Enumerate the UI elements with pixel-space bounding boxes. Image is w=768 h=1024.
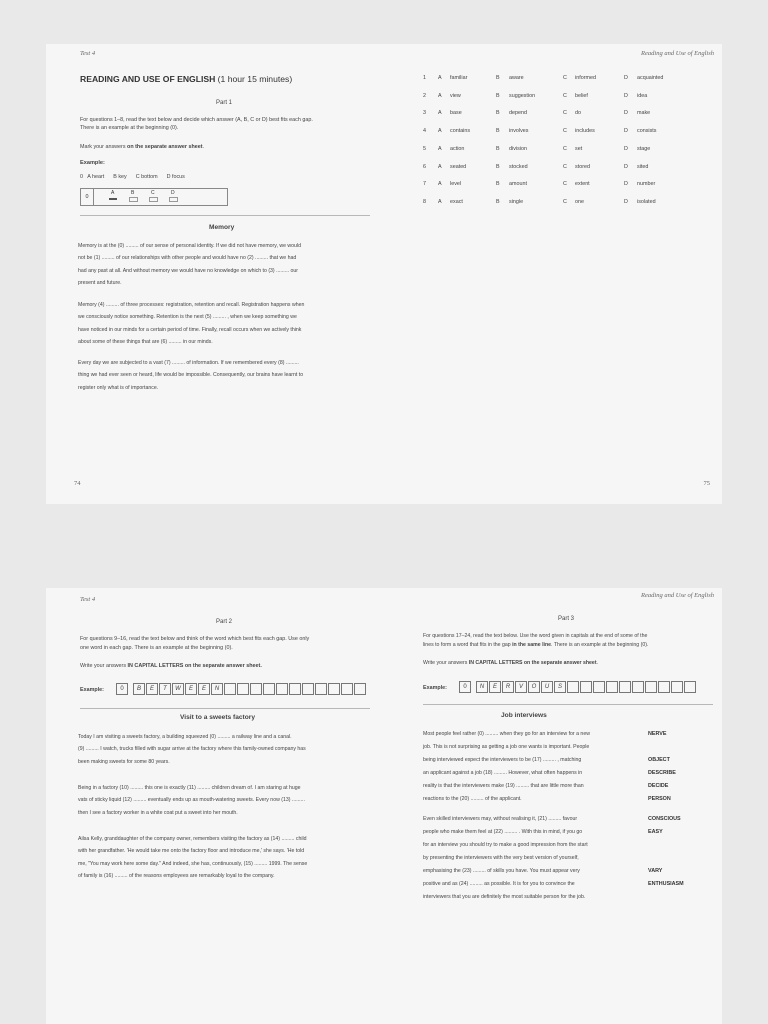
letter-box: R	[502, 681, 514, 693]
stem-word: VARY	[648, 868, 663, 874]
instructions-line-2: There is an example at the beginning (0).	[80, 125, 179, 131]
section-title	[80, 74, 292, 84]
option-letter-c: C	[563, 110, 567, 116]
option-a: seated	[450, 164, 467, 170]
stem-word: DECIDE	[648, 783, 669, 789]
answer-mark-c	[149, 197, 158, 202]
page-77	[403, 588, 722, 1024]
text-line: Ailsa Kelly, granddaughter of the company owner, remembers visiting the factory as (14) ......... child	[78, 836, 307, 842]
option-letter-a: A	[438, 199, 442, 205]
option-d: acquainted	[637, 75, 664, 81]
write-answers-text: Write your answers	[423, 660, 469, 666]
option-c: one	[575, 199, 584, 205]
text-line: me, "You may work here some day." And indeed, she has, continuously, (15) ......... 1999. The sense	[78, 860, 308, 867]
option-c: extent	[575, 181, 590, 187]
text-line: Every day we are subjected to a vast (7) ......... of information. If we remembered every (8) .........	[78, 360, 299, 366]
part-heading: Part 2	[216, 619, 233, 625]
letter-box	[671, 681, 683, 693]
write-answers-bold: IN CAPITAL LETTERS on the separate answer sheet	[468, 660, 597, 666]
letter-box: W	[172, 683, 184, 695]
question-number: 3	[423, 110, 426, 116]
option-c: informed	[575, 75, 596, 81]
mark-answers-bold: on the separate answer sheet	[127, 144, 203, 150]
letter-box: O	[528, 681, 540, 693]
letter-box	[658, 681, 670, 693]
letter-box: E	[185, 683, 197, 695]
option-letter-b: B	[496, 199, 500, 205]
option-letter-d: D	[624, 110, 628, 116]
text-line: of family is (16) ......... of the reasons employees are remarkably loyal to the company.	[78, 872, 275, 879]
question-number: 7	[423, 181, 426, 187]
example-number-box: 0	[116, 683, 128, 695]
letter-box: E	[198, 683, 210, 695]
letter-box	[224, 683, 236, 695]
example-label: Example:	[423, 685, 447, 691]
option-a: contains	[450, 128, 471, 134]
option-a: action	[450, 146, 465, 152]
letter-box	[341, 683, 353, 695]
option-letter-c: C	[563, 199, 567, 205]
part-heading: Part 1	[216, 100, 233, 106]
letter-box	[632, 681, 644, 693]
example-label: Example:	[80, 160, 105, 166]
text-line: people who make them feel at (22) ......... . With this in mind, if you go	[423, 829, 583, 835]
sweets-paragraph-1	[78, 731, 306, 768]
divider	[80, 708, 370, 709]
option-letter-b: B	[496, 128, 500, 134]
option-b: involves	[509, 128, 529, 134]
example-answer-grid	[80, 188, 228, 206]
example-label: Example:	[80, 687, 104, 693]
answer-letter-d: D	[171, 190, 175, 196]
page-75	[403, 44, 722, 504]
option-d: idea	[637, 93, 648, 99]
option-b: division	[509, 146, 527, 152]
option-a: base	[450, 110, 462, 116]
stem-word: EASY	[648, 829, 663, 835]
mark-answers-end: .	[202, 144, 205, 150]
option-letter-c: C	[563, 75, 567, 81]
write-answers	[423, 660, 598, 666]
option-letter-d: D	[624, 146, 628, 152]
option-d: sited	[637, 164, 649, 170]
option-c: set	[575, 146, 583, 152]
sweets-paragraph-2	[78, 782, 305, 819]
option-b: depend	[509, 110, 527, 116]
text-line: reality is that the interviewers make (19) ......... that are little more than	[423, 783, 584, 789]
option-letter-c: C	[563, 93, 567, 99]
letter-box: N	[476, 681, 488, 693]
example-answer-number: 0	[81, 189, 94, 205]
running-header: Reading and Use of English	[641, 50, 714, 57]
letter-box: S	[554, 681, 566, 693]
divider	[80, 215, 370, 216]
text-line: had any past at all. And without memory we would have no knowledge on which to (3) ......... our	[78, 267, 299, 274]
option-b: stocked	[509, 164, 528, 170]
letter-box	[276, 683, 288, 695]
letter-box	[237, 683, 249, 695]
option-c: stored	[575, 164, 590, 170]
letter-box: T	[159, 683, 171, 695]
letter-box: E	[146, 683, 158, 695]
instructions-text: lines to form a word that fits in the gap	[423, 642, 513, 648]
letter-box	[250, 683, 262, 695]
option-letter-a: A	[438, 75, 442, 81]
option-b: amount	[509, 181, 527, 187]
text-line: (9) ......... I watch, trucks filled with sugar arrive at the factory where this family-owned company has	[78, 746, 306, 753]
stem-word: OBJECT	[648, 757, 670, 763]
option-letter-c: C	[563, 181, 567, 187]
text-line: vats of sticky liquid (12) ......... eventually ends up as mouth-watering sweets. Every now (13) .........	[78, 797, 305, 804]
option-letter-b: B	[496, 164, 500, 170]
letter-box: E	[489, 681, 501, 693]
option-letter-b: B	[496, 181, 500, 187]
letter-box: V	[515, 681, 527, 693]
option-a: familiar	[450, 75, 468, 81]
option-d: consists	[637, 128, 657, 134]
option-letter-d: D	[624, 128, 628, 134]
letter-box	[354, 683, 366, 695]
option-letter-a: A	[438, 181, 442, 187]
letter-box	[567, 681, 579, 693]
letter-box: U	[541, 681, 553, 693]
question-number: 1	[423, 75, 426, 81]
text-line: thing we had ever seen or heard, life would be impossible. Consequently, our brains have learnt to	[78, 372, 304, 379]
section-title-duration: (1 hour 15 minutes)	[215, 74, 293, 84]
text-line: Today I am visiting a sweets factory, a building squeezed (0) ......... a railway line and a canal.	[78, 734, 292, 740]
stem-word: NERVE	[648, 731, 667, 737]
text-title: Memory	[209, 224, 235, 231]
question-number: 5	[423, 146, 426, 152]
memory-paragraph-1	[78, 240, 301, 289]
text-line: Memory is at the (0) ......... of our sense of personal identity. If we did not have memory, we would	[78, 243, 301, 249]
memory-paragraph-3	[78, 357, 303, 394]
text-line: register only what is of importance.	[78, 384, 159, 391]
section-title-bold: READING AND USE OF ENGLISH	[80, 74, 216, 84]
option-a: level	[450, 181, 462, 187]
text-line: with her grandfather. 'He would take me onto the factory floor and introduce me,' she says. 'He told	[78, 848, 305, 855]
running-header: Reading and Use of English	[641, 592, 714, 599]
option-b: aware	[509, 75, 524, 81]
option-letter-b: B	[496, 75, 500, 81]
option-c: belief	[575, 93, 588, 99]
text-line: emphasising the (23) ......... of skills you have. You must appear very	[423, 868, 580, 874]
text-line: interviewers that you are definitely the most suitable person for the job.	[423, 894, 586, 900]
example-number-box: 0	[459, 681, 471, 693]
option-letter-b: B	[496, 146, 500, 152]
option-letter-d: D	[624, 199, 628, 205]
option-letter-a: A	[438, 128, 442, 134]
text-line: Memory (4) ......... of three processes: registration, retention and recall. Registration happens when	[78, 302, 305, 308]
text-line: an applicant against a job (18) ......... However, what often happens in	[423, 770, 583, 776]
option-a: exact	[450, 199, 463, 205]
question-number: 6	[423, 164, 426, 170]
text-line: about some of these things that are (6) ......... in our minds.	[78, 338, 213, 345]
option-d: stage	[637, 146, 651, 152]
option-b: suggestion	[509, 93, 536, 99]
text-line: have noticed in our minds for a certain period of time. Finally, recall occurs when we actively think	[78, 326, 302, 333]
write-answers-bold: IN CAPITAL LETTERS on the separate answer sheet.	[127, 663, 262, 669]
option-letter-b: B	[496, 110, 500, 116]
divider	[423, 704, 713, 705]
part-heading: Part 3	[558, 616, 575, 622]
letter-box	[619, 681, 631, 693]
memory-paragraph-2	[78, 299, 304, 348]
answer-mark-b	[129, 197, 138, 202]
answer-letter-b: B	[131, 190, 135, 196]
question-number: 2	[423, 93, 426, 99]
text-line: Being in a factory (10) ......... this one is exactly (11) ......... children dream of. I am staring at huge	[78, 785, 301, 791]
instructions-bold: in the same line	[512, 642, 552, 648]
instructions-line-1: For questions 1–8, read the text below and decide which answer (A, B, C or D) best fits each gap.	[80, 117, 313, 123]
letter-box	[593, 681, 605, 693]
page-number: 75	[703, 480, 710, 487]
page-number: 74	[74, 480, 81, 487]
page-76	[46, 588, 403, 1024]
page-74	[46, 44, 403, 504]
write-answers-text: Write your answers	[80, 663, 128, 669]
option-letter-d: D	[624, 164, 628, 170]
answer-letter-a: A	[111, 190, 115, 196]
letter-box	[263, 683, 275, 695]
question-number: 4	[423, 128, 426, 134]
option-b: single	[509, 199, 524, 205]
letter-box	[684, 681, 696, 693]
option-c: includes	[575, 128, 595, 134]
letter-box	[315, 683, 327, 695]
mark-answers-text: Mark your answers	[80, 144, 128, 150]
example-answer-boxes	[459, 681, 697, 693]
answer-mark-d	[169, 197, 178, 202]
stem-word: DESCRIBE	[648, 770, 676, 776]
sweets-paragraph-3	[78, 833, 307, 882]
instructions-line-2	[423, 642, 648, 648]
stem-word: CONSCIOUS	[648, 816, 681, 822]
write-answers-end: .	[596, 660, 598, 666]
instructions-line-1: For questions 9–16, read the text below and think of the word which best fits each gap. Use only	[80, 636, 310, 642]
example-answer-boxes	[116, 683, 367, 695]
text-line: job. This is not surprising as getting a job one wants is important. People	[423, 744, 590, 750]
letter-box	[580, 681, 592, 693]
running-header: Test 4	[80, 50, 96, 57]
instructions-end: . There is an example at the beginning (0).	[551, 642, 649, 648]
write-answers	[80, 663, 262, 669]
text-line: not be (1) ......... of our relationships with other people and would have no (2) ......... that we had	[78, 255, 297, 262]
letter-box	[606, 681, 618, 693]
text-line: Most people feel rather (0) ......... when they go for an interview for a new	[423, 731, 590, 737]
text-title: Visit to a sweets factory	[180, 714, 256, 721]
text-line: then I see a factory worker in a white coat put a sweet into her mouth.	[78, 809, 238, 816]
text-line: been making sweets for some 80 years.	[78, 758, 170, 765]
text-line: reactions to the (20) ......... of the applicant.	[423, 796, 522, 802]
stem-word: PERSON	[648, 796, 671, 802]
text-line: Even skilled interviewers may, without realising it, (21) ......... favour	[423, 816, 578, 822]
option-letter-c: C	[563, 146, 567, 152]
instructions-line-1: For questions 17–24, read the text below. Use the word given in capitals at the end of some of the	[423, 633, 648, 639]
option-letter-d: D	[624, 75, 628, 81]
option-c: do	[575, 110, 581, 116]
letter-box	[289, 683, 301, 695]
letter-box	[645, 681, 657, 693]
answer-mark-a-filled	[109, 198, 117, 200]
running-header: Test 4	[80, 596, 96, 603]
question-number: 8	[423, 199, 426, 205]
option-letter-d: D	[624, 181, 628, 187]
text-line: for an interview you should try to make a good impression from the start	[423, 842, 588, 848]
stem-word: ENTHUSIASM	[648, 881, 684, 887]
mark-answers	[80, 144, 204, 150]
option-letter-a: A	[438, 110, 442, 116]
option-letter-c: C	[563, 164, 567, 170]
option-letter-b: B	[496, 93, 500, 99]
option-letter-a: A	[438, 146, 442, 152]
letter-box	[328, 683, 340, 695]
text-line: being interviewed expect the interviewers to be (17) ......... , matching	[423, 757, 582, 763]
letter-box: N	[211, 683, 223, 695]
text-line: present and future.	[78, 279, 122, 286]
example-options: 0 A heart B key C bottom D focus	[80, 174, 185, 180]
instructions-line-2: one word in each gap. There is an example at the beginning (0).	[80, 645, 233, 651]
option-letter-a: A	[438, 164, 442, 170]
option-d: isolated	[637, 199, 656, 205]
text-line: by presenting the interviewers with the very best version of yourself,	[423, 855, 579, 861]
letter-box	[302, 683, 314, 695]
option-letter-c: C	[563, 128, 567, 134]
text-line: we consciously notice something. Retention is the next (5) ......... , when we keep something we	[78, 314, 297, 321]
option-d: number	[637, 181, 656, 187]
answer-letter-c: C	[151, 190, 155, 196]
text-title: Job interviews	[501, 712, 547, 719]
option-a: view	[450, 93, 461, 99]
text-line: positive and as (24) ......... as possible. It is for you to convince the	[423, 881, 575, 887]
option-d: make	[637, 110, 651, 116]
letter-box: B	[133, 683, 145, 695]
option-letter-a: A	[438, 93, 442, 99]
option-letter-d: D	[624, 93, 628, 99]
